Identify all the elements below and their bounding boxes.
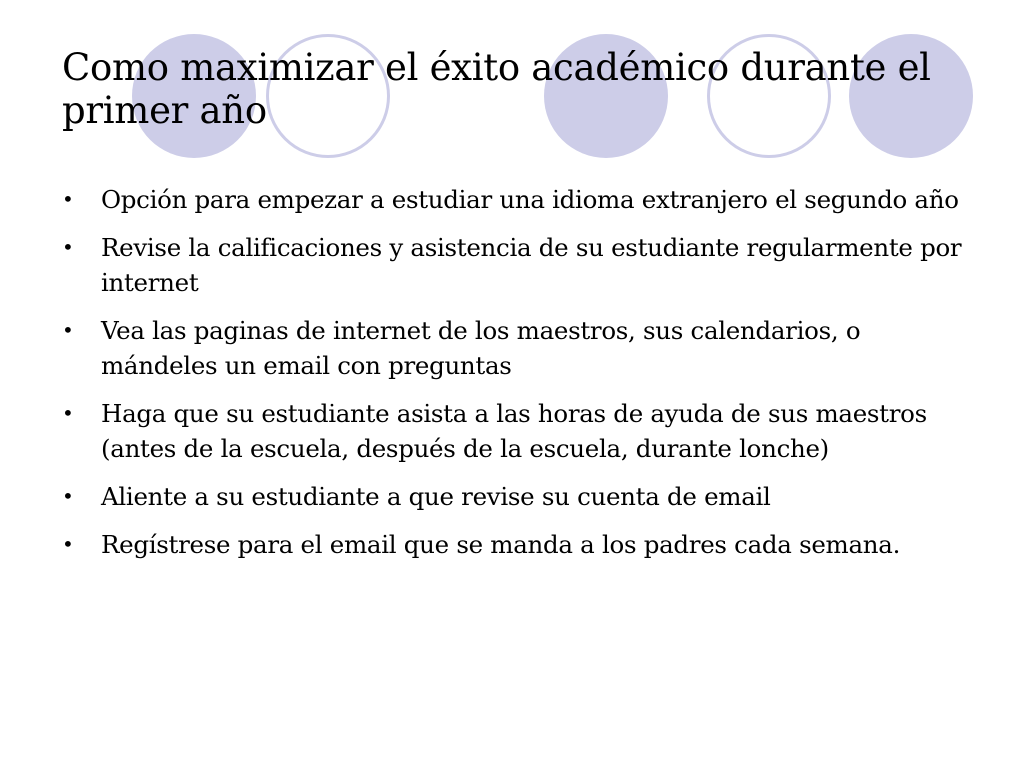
slide-title: Como maximizar el éxito académico durante el primer año [62,46,931,132]
bullet-item [62,396,982,466]
bullet-text: Regístrese para el email que se manda a los padres cada semana. [101,530,901,559]
bullet-text: Haga que su estudiante asista a las horas de ayuda de sus maestros (antes de la escuela, después de la escuela, durante lonche) [101,399,927,463]
bullet-point-icon: • [62,187,74,211]
bullet-text: Aliente a su estudiante a que revise su cuenta de email [101,482,771,511]
bullet-point-icon: • [62,484,74,508]
bullet-item [62,230,982,300]
bullet-point-icon: • [62,532,74,556]
bullet-item [62,479,982,514]
bullet-text: Revise la calificaciones y asistencia de su estudiante regularmente por internet [101,233,962,297]
bullet-item [62,182,982,217]
bullet-item [62,313,982,383]
bullet-item [62,527,982,562]
bullet-point-icon: • [62,318,74,342]
bullet-text: Vea las paginas de internet de los maestros, sus calendarios, o mándeles un email con preguntas [101,316,861,380]
bullet-point-icon: • [62,401,74,425]
bullet-point-icon: • [62,235,74,259]
bullet-text: Opción para empezar a estudiar una idioma extranjero el segundo año [101,185,959,214]
bullet-list [62,182,982,575]
